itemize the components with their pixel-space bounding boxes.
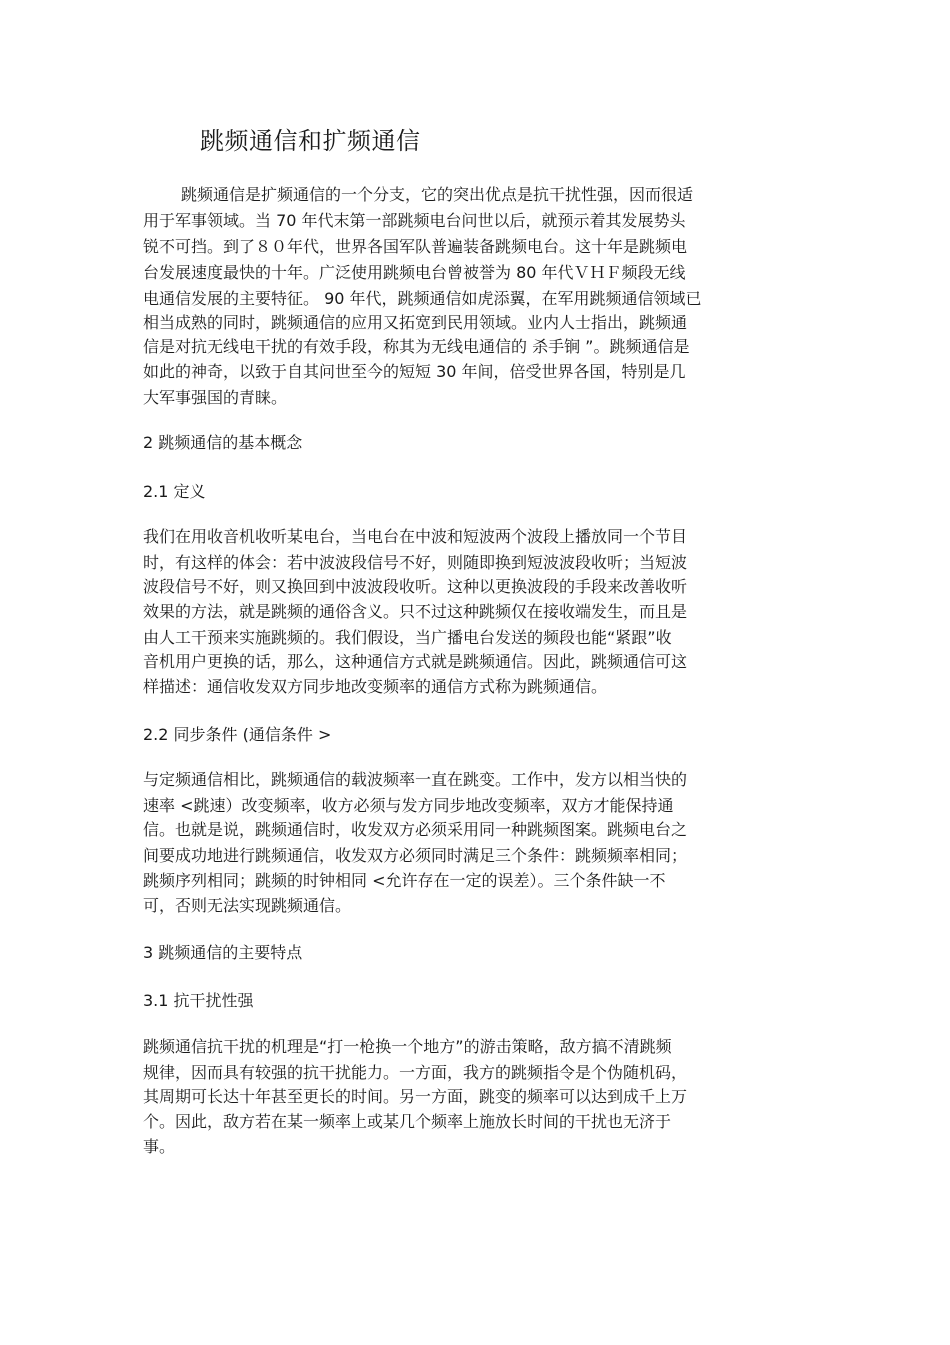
paragraph-line: 时，有这样的体会：若中波波段信号不好，则随即换到短波波段收听；当短波 [143, 553, 688, 572]
subsection-heading: 3.1 抗干扰性强 [143, 991, 254, 1010]
paragraph-line: 样描述：通信收发双方同步地改变频率的通信方式称为跳频通信。 [143, 677, 608, 696]
paragraph-line: 事。 [143, 1137, 176, 1156]
paragraph-line: 音机用户更换的话，那么，这种通信方式就是跳频通信。因此，跳频通信可这 [143, 652, 688, 671]
paragraph-line: 波段信号不好，则又换回到中波波段收听。这种以更换波段的手段来改善收听 [143, 577, 688, 596]
paragraph-line: 大军事强国的青睐。 [143, 388, 288, 407]
paragraph-line: 电通信发展的主要特征。 90 年代，跳频通信如虎添翼，在军用跳频通信领域已 [143, 289, 702, 308]
paragraph-line: 跳频通信抗干扰的机理是“打一枪换一个地方”的游击策略，敌方搞不清跳频 [143, 1037, 672, 1056]
paragraph-line: 效果的方法，就是跳频的通俗含义。只不过这种跳频仅在接收端发生，而且是 [143, 602, 688, 621]
paragraph-line: 规律，因而具有较强的抗干扰能力。一方面，我方的跳频指令是个伪随机码， [143, 1063, 688, 1082]
paragraph-line: 个。因此，敌方若在某一频率上或某几个频率上施放长时间的干扰也无济于 [143, 1112, 672, 1131]
document-title: 跳频通信和扩频通信 [200, 127, 421, 155]
paragraph-line: 我们在用收音机收听某电台，当电台在中波和短波两个波段上播放同一个节目 [143, 527, 688, 546]
paragraph-line: 如此的神奇，以致于自其问世至今的短短 30 年间，倍受世界各国，特别是几 [143, 362, 686, 381]
paragraph-line: 速率 <跳速）改变频率，收方必须与发方同步地改变频率，双方才能保持通 [143, 796, 674, 815]
paragraph-line: 信是对抗无线电干扰的有效手段，称其为无线电通信的 杀手锏 ”。跳频通信是 [143, 337, 690, 356]
paragraph-line: 相当成熟的同时，跳频通信的应用又拓宽到民用领域。业内人士指出，跳频通 [143, 313, 688, 332]
subsection-heading: 2.1 定义 [143, 482, 206, 501]
paragraph-line: 台发展速度最快的十年。广泛使用跳频电台曾被誉为 80 年代ＶＨＦ频段无线 [143, 263, 686, 282]
paragraph-line: 与定频通信相比，跳频通信的载波频率一直在跳变。工作中，发方以相当快的 [143, 770, 688, 789]
paragraph-line: 锐不可挡。到了８０年代，世界各国军队普遍装备跳频电台。这十年是跳频电 [143, 237, 688, 256]
paragraph-line: 用于军事领域。当 70 年代末第一部跳频电台问世以后，就预示着其发展势头 [143, 211, 686, 230]
section-heading: 3 跳频通信的主要特点 [143, 943, 303, 962]
paragraph-line: 跳频通信是扩频通信的一个分支，它的突出优点是抗干扰性强，因而很适 [181, 185, 694, 204]
subsection-heading: 2.2 同步条件 (通信条件 > [143, 725, 332, 744]
paragraph-line: 其周期可长达十年甚至更长的时间。另一方面，跳变的频率可以达到成千上万 [143, 1087, 688, 1106]
paragraph-line: 由人工干预来实施跳频的。我们假设，当广播电台发送的频段也能“紧跟”收 [143, 628, 672, 647]
paragraph-line: 可，否则无法实现跳频通信。 [143, 896, 352, 915]
paragraph-line: 间要成功地进行跳频通信，收发双方必须同时满足三个条件：跳频频率相同； [143, 846, 688, 865]
paragraph-line: 信。也就是说，跳频通信时，收发双方必须采用同一种跳频图案。跳频电台之 [143, 820, 688, 839]
section-heading: 2 跳频通信的基本概念 [143, 433, 303, 452]
paragraph-line: 跳频序列相同；跳频的时钟相同 <允许存在一定的误差）。三个条件缺一不 [143, 871, 666, 890]
